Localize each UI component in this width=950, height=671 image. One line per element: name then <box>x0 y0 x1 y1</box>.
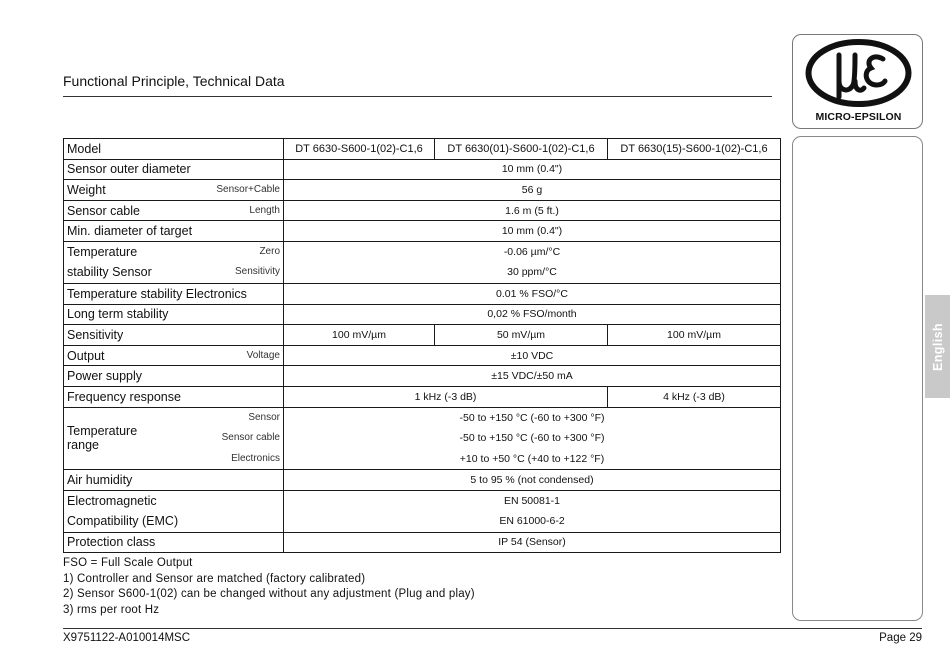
row-label-cell <box>64 241 284 283</box>
row-label: Weight <box>67 182 106 197</box>
row-label: Frequency response <box>64 386 284 407</box>
page-title: Functional Principle, Technical Data <box>63 73 285 89</box>
table-row <box>64 221 781 242</box>
row-value: 10 mm (0.4") <box>284 221 781 242</box>
row-value: -50 to +150 °C (-60 to +300 °F) <box>459 411 605 424</box>
row-value-cell <box>284 490 781 532</box>
row-value: +10 to +50 °C (+40 to +122 °F) <box>459 452 605 465</box>
row-label: Power supply <box>64 366 284 387</box>
table-row <box>64 139 781 160</box>
row-label: Sensor cable <box>67 203 140 218</box>
footnote: FSO = Full Scale Output <box>63 557 193 569</box>
page-number: Page 29 <box>879 632 922 644</box>
micro-epsilon-logo-icon <box>793 35 924 111</box>
row-value: IP 54 (Sensor) <box>284 532 781 553</box>
row-label: Long term stability <box>64 304 284 325</box>
table-row <box>64 366 781 387</box>
technical-data-table <box>63 138 781 553</box>
row-sublabel: Sensor <box>248 411 280 423</box>
model-label: Model <box>64 139 284 160</box>
row-value: 4 kHz (-3 dB) <box>608 386 781 407</box>
row-value: EN 61000-6-2 <box>499 515 565 528</box>
row-value: 0.01 % FSO/°C <box>284 283 781 304</box>
row-label: Sensor outer diameter <box>64 159 284 180</box>
row-value-cell <box>284 241 781 283</box>
row-label: Temperature <box>67 424 138 439</box>
row-value: 30 ppm/°C <box>507 266 557 279</box>
row-value: ±15 VDC/±50 mA <box>284 366 781 387</box>
table-row <box>64 470 781 491</box>
footnotes <box>63 556 475 618</box>
row-sublabel: Electronics <box>231 452 280 464</box>
table-row <box>64 532 781 553</box>
table-row <box>64 159 781 180</box>
row-label-cell <box>64 345 284 366</box>
row-value: 56 g <box>284 180 781 201</box>
row-label-cell <box>64 490 284 532</box>
row-value: 50 mV/µm <box>435 325 608 346</box>
row-value: 1 kHz (-3 dB) <box>284 386 608 407</box>
model-name: DT 6630(01)-S600-1(02)-C1,6 <box>435 139 608 160</box>
row-label: Air humidity <box>64 470 284 491</box>
row-label: range <box>67 438 99 453</box>
row-sublabel: Length <box>249 205 280 217</box>
title-divider <box>63 96 772 97</box>
footnote: 2) Sensor S600-1(02) can be changed without any adjustment (Plug and play) <box>63 588 475 600</box>
row-sublabel: Sensor cable <box>221 432 280 444</box>
row-label-cell <box>64 200 284 221</box>
document-id: X9751122-A010014MSC <box>63 632 191 644</box>
row-label-cell <box>64 180 284 201</box>
row-label: Min. diameter of target <box>64 221 284 242</box>
row-value: 100 mV/µm <box>608 325 781 346</box>
row-sublabel: Sensor+Cable <box>216 184 280 196</box>
language-label: English <box>930 322 945 371</box>
row-label: Temperature <box>67 244 138 259</box>
row-label: Electromagnetic <box>67 493 157 508</box>
row-value: 0,02 % FSO/month <box>284 304 781 325</box>
row-value: -0.06 µm/°C <box>503 245 561 258</box>
footer-divider <box>63 628 922 629</box>
brand-name: MICRO-EPSILON <box>815 111 902 123</box>
row-value: 10 mm (0.4") <box>284 159 781 180</box>
table-row <box>64 407 781 470</box>
table-row <box>64 386 781 407</box>
table-row <box>64 180 781 201</box>
footnote: 1) Controller and Sensor are matched (factory calibrated) <box>63 572 366 585</box>
row-value: EN 50081-1 <box>503 494 561 507</box>
side-panel <box>792 136 923 621</box>
row-value: -50 to +150 °C (-60 to +300 °F) <box>459 432 605 445</box>
table-row <box>64 241 781 283</box>
table-row <box>64 304 781 325</box>
row-value-cell <box>284 407 781 470</box>
row-label-cell <box>64 407 284 470</box>
row-value: ±10 VDC <box>284 345 781 366</box>
row-value: 100 mV/µm <box>284 325 435 346</box>
row-label: Output <box>67 348 105 363</box>
language-tab[interactable] <box>925 295 950 398</box>
row-sublabel: Zero <box>259 245 280 257</box>
table-row <box>64 345 781 366</box>
table-row <box>64 490 781 532</box>
model-name: DT 6630(15)-S600-1(02)-C1,6 <box>608 139 781 160</box>
row-label: Protection class <box>64 532 284 553</box>
row-value: 5 to 95 % (not condensed) <box>284 470 781 491</box>
row-label: Compatibility (EMC) <box>67 514 179 529</box>
row-label: stability Sensor <box>67 265 152 280</box>
row-label: Temperature stability Electronics <box>64 283 284 304</box>
row-value: 1.6 m (5 ft.) <box>284 200 781 221</box>
row-sublabel: Sensitivity <box>234 266 280 278</box>
row-label: Sensitivity <box>64 325 284 346</box>
model-name: DT 6630-S600-1(02)-C1,6 <box>284 139 435 160</box>
row-sublabel: Voltage <box>246 350 280 362</box>
table-row <box>64 283 781 304</box>
brand-logo-box <box>792 34 923 129</box>
table-row <box>64 200 781 221</box>
footnote: 3) rms per root Hz <box>63 603 160 616</box>
table-row <box>64 325 781 346</box>
